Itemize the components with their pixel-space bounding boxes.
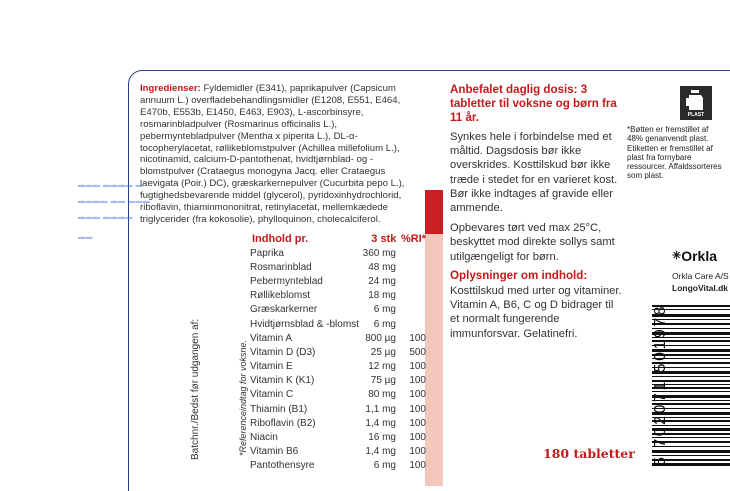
dosage-title: Anbefalet daglig dosis: 3 tabletter til voksne og børn fra 11 år. [450, 83, 617, 124]
row-name: Røllikeblomst [250, 290, 311, 302]
table-row [250, 360, 426, 374]
header-ri: %RI* [400, 233, 426, 245]
row-ri: 500 [409, 346, 426, 358]
row-amount: 800 µg [365, 332, 396, 344]
header-name: Indhold pr. [252, 233, 309, 245]
row-amount: 24 mg [368, 275, 396, 287]
table-header [250, 232, 426, 246]
row-name: Græskarkerner [250, 304, 318, 316]
row-name: Pebermynteblad [250, 275, 323, 287]
table-row [250, 274, 426, 288]
ghost-text-line: ▬▬▬ ▬▬▬▬ ▬ [78, 182, 143, 189]
table-row [250, 289, 426, 303]
ghost-text-line: ▬▬▬▬ ▬▬ ▬▬▬ [78, 198, 151, 205]
nutrition-table [250, 232, 426, 473]
row-amount: 6 mg [373, 460, 396, 472]
row-name: Vitamin B6 [250, 446, 299, 458]
ghost-text-line: ▬▬▬ ▬▬▬▬ [78, 214, 133, 221]
row-name: Vitamin C [250, 389, 294, 401]
row-amount: 25 µg [370, 346, 396, 358]
batch-best-before-label: Batchnr./Bedst før udgangen af: [190, 318, 201, 460]
pink-accent-bar [425, 234, 443, 486]
reference-intake-footnote: *Referenceindtag for voksne. [238, 339, 248, 456]
orkla-logo [672, 248, 717, 264]
company-name: Orkla Care A/S [672, 271, 729, 281]
row-name: Thiamin (B1) [250, 403, 308, 415]
row-amount: 48 mg [368, 261, 396, 273]
row-amount: 1,4 mg [365, 417, 396, 429]
tablet-count: 180 tabletter [543, 446, 635, 461]
row-amount: 18 mg [368, 290, 396, 302]
row-amount: 12 mg [368, 361, 396, 373]
ghost-text-line: ▬▬ [78, 234, 93, 241]
row-name: Vitamin E [250, 361, 293, 373]
row-amount: 6 mg [373, 318, 396, 330]
red-accent-bar [425, 190, 443, 234]
table-row [250, 331, 426, 345]
table-row [250, 445, 426, 459]
row-name: Niacin [250, 432, 278, 444]
table-row [250, 260, 426, 274]
row-name: Hvidtjørnsblad & -blomst [250, 318, 359, 330]
row-ri: 100 [409, 375, 426, 387]
row-amount: 75 µg [370, 375, 396, 387]
dosage-section [450, 83, 620, 264]
row-amount: 1,4 mg [365, 446, 396, 458]
row-ri: 100 [409, 460, 426, 472]
table-row [250, 402, 426, 416]
company-website: LongoVital.dk [672, 283, 729, 293]
table-row [250, 388, 426, 402]
barcode-digits: 5 702071 501978 [652, 303, 669, 466]
table-row [250, 317, 426, 331]
ingredients-heading: Ingredienser: [140, 83, 201, 94]
info-title: Oplysninger om indhold: [450, 269, 588, 282]
table-row [250, 430, 426, 444]
row-amount: 16 mg [368, 432, 396, 444]
row-amount: 80 mg [368, 389, 396, 401]
row-name: Vitamin A [250, 332, 293, 344]
row-ri: 100 [409, 361, 426, 373]
bottle-icon [680, 86, 712, 112]
recycling-note: *Bøtten er fremstillet af 48% genanvendt plast. Etiketten er fremstillet af plast fra fornybare ressourcer. Affaldssorteres som plast. [627, 125, 722, 181]
row-amount: 360 mg [362, 247, 396, 259]
table-row [250, 345, 426, 359]
info-text: Kosttilskud med urter og vitaminer. Vitamin A, B6, C og D bidrager til et normalt fungerende immunforsvar. Gelatinefri. [450, 285, 622, 340]
table-row [250, 246, 426, 260]
row-name: Pantothensyre [250, 460, 315, 472]
row-ri: 100 [409, 389, 426, 401]
plastic-recycling-icon [680, 86, 712, 120]
row-amount: 1,1 mg [365, 403, 396, 415]
table-row [250, 459, 426, 473]
row-ri: 100 [409, 417, 426, 429]
storage-instructions: Opbevares tørt ved max 25°C, beskyttet mod direkte sollys samt utilgængeligt for børn. [450, 222, 615, 263]
row-ri: 100 [409, 332, 426, 344]
table-row [250, 303, 426, 317]
row-name: Riboflavin (B2) [250, 417, 316, 429]
row-name: Paprika [250, 247, 284, 259]
row-name: Vitamin K (K1) [250, 375, 315, 387]
header-amount: 3 stk [371, 233, 397, 245]
orkla-logo-text: Orkla [681, 248, 718, 264]
plast-label: PLAST [687, 112, 705, 118]
row-ri: 100 [409, 446, 426, 458]
row-name: Vitamin D (D3) [250, 346, 316, 358]
table-row [250, 416, 426, 430]
row-ri: 100 [409, 432, 426, 444]
row-amount: 6 mg [373, 304, 396, 316]
dosage-instructions: Synkes hele i forbindelse med et måltid. Dagsdosis bør ikke overskrides. Kosttilskud bør ikke træde i stedet for en varieret kost. Bør ikke indtages af gravide eller ammende. [450, 131, 618, 215]
row-name: Rosmarinblad [250, 261, 312, 273]
row-ri: 100 [409, 403, 426, 415]
ingredients-body: Fyldemidler (E341), paprikapulver (Capsicum annuum L.) overfladebehandlingsmidler (E1208, E551, E464, E470b, E553b, E1450, E463, E903), L-ascorbinsyre, rosmarinbladpulver (Rosmarinus officinalis L.), pebermyntebladpulver (Mentha x piperita L.), DL-α-tocopherylacetat, røllikeblomstpulver (Achillea millefolium L.), nicotinamid, calcium-D-pantothenat, hvidtjørnblad- og -blomstpulver (Crataegus monogyna Jacq. eller Crataegus laevigata (Poir.) DC), græskarkernepulver (Cucurbita pepo L.), fugtighedsbevarende middel (glycerol), pyridoxinhydrochlorid, riboflavin, thiaminmononitrat, retinylacetat, mellemkædede triglycerider (fra kokosolie), phylloquinon, cholecalciferol. [140, 83, 405, 225]
orkla-star-icon: ✳ [672, 250, 682, 262]
table-row [250, 374, 426, 388]
ingredients-text [140, 83, 425, 226]
